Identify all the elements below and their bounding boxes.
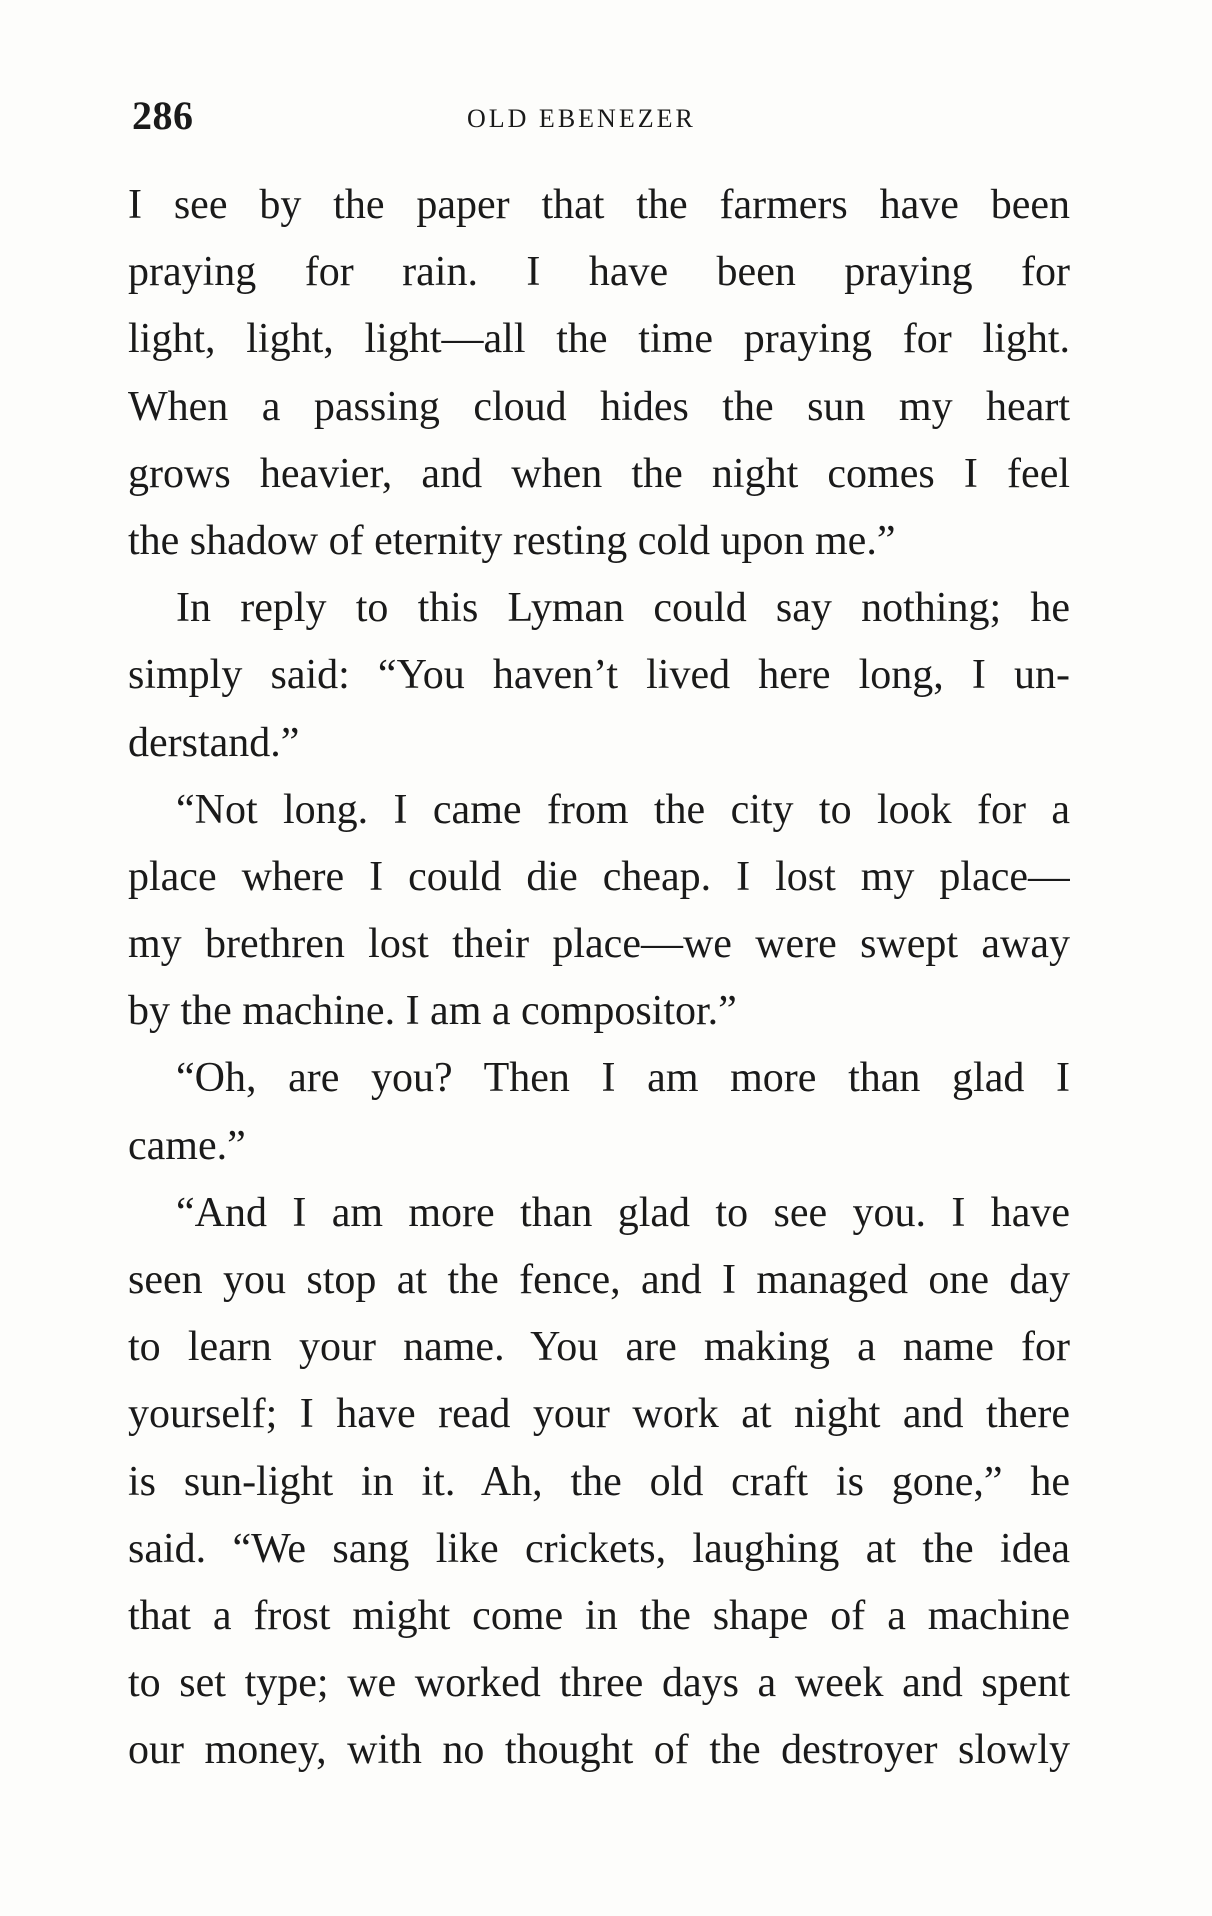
body-text: [128, 172, 1070, 1785]
text-line: derstand.”: [128, 719, 300, 766]
text-line: praying for rain. I have been praying for: [128, 249, 1070, 296]
text-line: to set type; we worked three days a week and spent: [128, 1660, 1070, 1707]
text-line: “And I am more than glad to see you. I have: [176, 1189, 1070, 1236]
text-line: the shadow of eternity resting cold upon me.”: [128, 517, 896, 564]
text-line: that a frost might come in the shape of a machine: [128, 1592, 1070, 1639]
text-line: to learn your name. You are making a name for: [128, 1324, 1070, 1371]
text-line: grows heavier, and when the night comes I feel: [128, 450, 1070, 497]
page-number: 286: [132, 93, 194, 138]
text-line: seen you stop at the fence, and I managed one day: [128, 1257, 1070, 1303]
text-line: yourself; I have read your work at night and there: [128, 1391, 1070, 1438]
text-line: I see by the paper that the farmers have been: [128, 182, 1070, 228]
text-line: is sun-light in it. Ah, the old craft is gone,” he: [128, 1458, 1070, 1505]
text-line: by the machine. I am a compositor.”: [128, 988, 737, 1035]
text-line: “Not long. I came from the city to look for a: [176, 786, 1070, 833]
text-line: our money, with no thought of the destroyer slowly: [128, 1727, 1070, 1774]
text-line: light, light, light—all the time praying for light.: [128, 316, 1070, 363]
text-line: simply said: “You haven’t lived here long, I un-: [128, 652, 1070, 699]
text-line: “Oh, are you? Then I am more than glad I: [176, 1055, 1070, 1102]
text-line: said. “We sang like crickets, laughing at the idea: [128, 1525, 1070, 1572]
text-line: In reply to this Lyman could say nothing; he: [176, 585, 1070, 632]
running-head: [132, 92, 1077, 142]
running-title: OLD EBENEZER: [467, 104, 696, 133]
text-line: place where I could die cheap. I lost my place—: [128, 853, 1070, 900]
text-line: my brethren lost their place—we were swept away: [128, 921, 1070, 968]
text-line: When a passing cloud hides the sun my heart: [128, 383, 1070, 430]
text-line: came.”: [128, 1122, 246, 1169]
